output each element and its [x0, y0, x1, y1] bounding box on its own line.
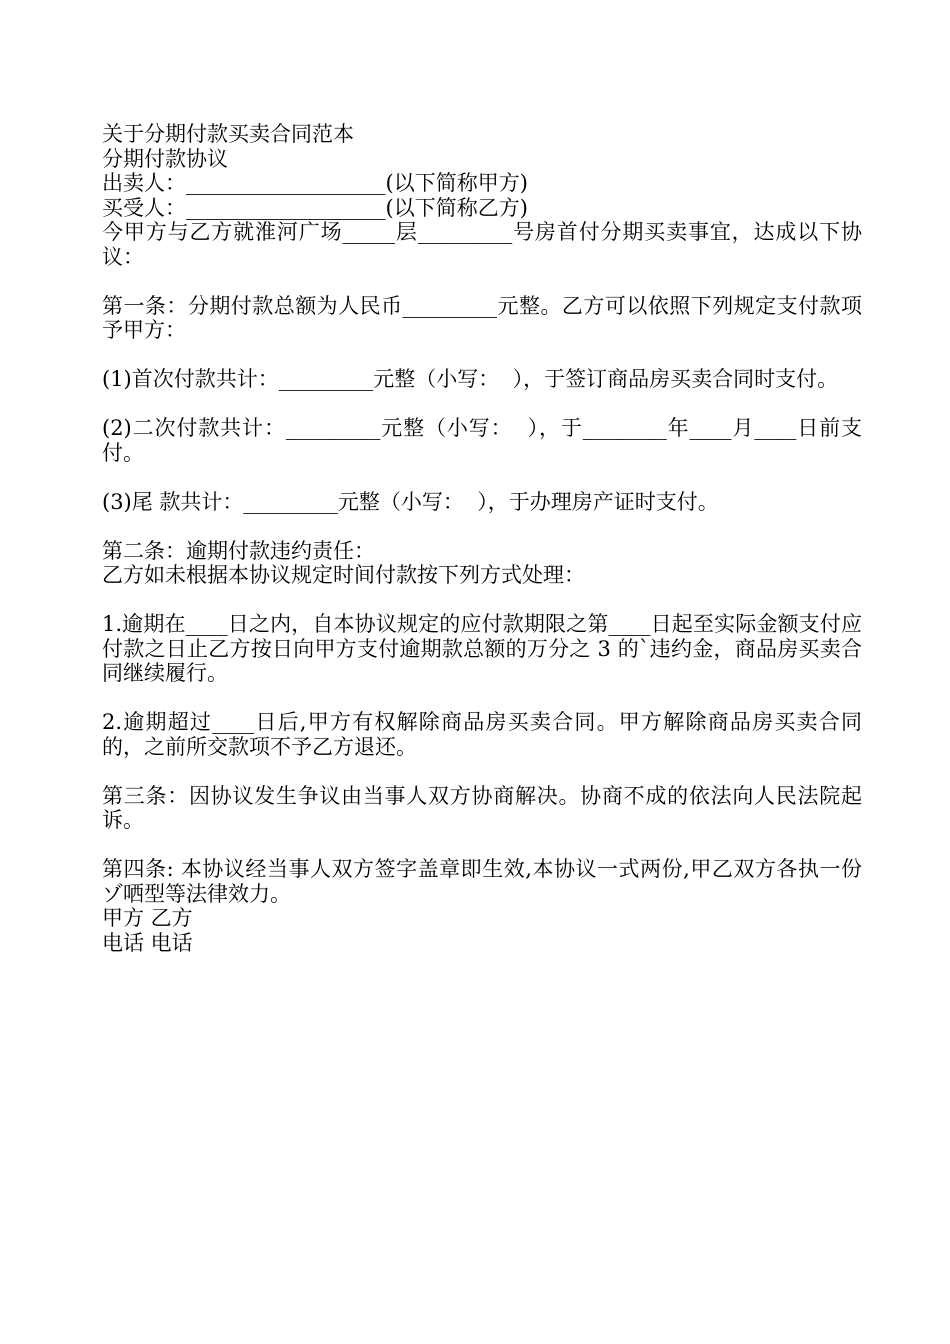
paragraph-gap	[102, 833, 862, 858]
article-2-intro: 乙方如未根据本协议规定时间付款按下列方式处理：	[102, 563, 585, 587]
seller-line: 出卖人：___________________(以下简称甲方)	[102, 171, 528, 195]
paragraph-gap	[102, 514, 862, 539]
document-subtitle: 分期付款协议	[102, 146, 228, 171]
clause-2: 2.逾期超过____日后,甲方有权解除商品房买卖合同。甲方解除商品房买卖合同的，之前所交款项不予乙方退还。	[102, 710, 862, 759]
paragraph-gap	[102, 392, 862, 417]
paragraph-gap	[102, 269, 862, 294]
paragraph-gap	[102, 759, 862, 784]
intro-paragraph: 今甲方与乙方就淮河广场_____层_________号房首付分期买卖事宜，达成以下协议：	[102, 220, 862, 269]
paragraph-gap	[102, 465, 862, 490]
clause-1: 1.逾期在____日之内，自本协议规定的应付款期限之第____日起至实际金额支付应付款之日止乙方按日向甲方支付逾期款总额的万分之 3 的`违约金，商品房买卖合同继续履行。	[102, 612, 862, 685]
phone-line: 电话 电话	[102, 930, 193, 955]
article-1: 第一条：分期付款总额为人民币_________元整。乙方可以依照下列规定支付款项予甲方：	[102, 293, 862, 342]
article-4: 第四条: 本协议经当事人双方签字盖章即生效,本协议一式两份,甲乙双方各执一份ゾ哂型等法律效力。	[102, 857, 862, 906]
paragraph-gap	[102, 686, 862, 711]
payment-2: (2)二次付款共计：_________元整（小写： ），于________年____月____日前支付。	[102, 416, 862, 465]
buyer-line: 买受人：___________________(以下简称乙方)	[102, 195, 528, 220]
payment-3: (3)尾 款共计：_________元整（小写： ），于办理房产证时支付。	[102, 489, 719, 514]
article-2-title: 第二条：逾期付款违约责任：	[102, 538, 375, 563]
contract-document	[102, 122, 862, 955]
paragraph-gap	[102, 588, 862, 613]
article-3: 第三条：因协议发生争议由当事人双方协商解决。协商不成的依法向人民法院起诉。	[102, 783, 862, 832]
paragraph-gap	[102, 343, 862, 368]
document-title: 关于分期付款买卖合同范本	[102, 122, 354, 146]
payment-1: (1)首次付款共计：_________元整（小写： ），于签订商品房买卖合同时支付。	[102, 367, 839, 391]
signature-line: 甲方 乙方	[102, 906, 193, 930]
